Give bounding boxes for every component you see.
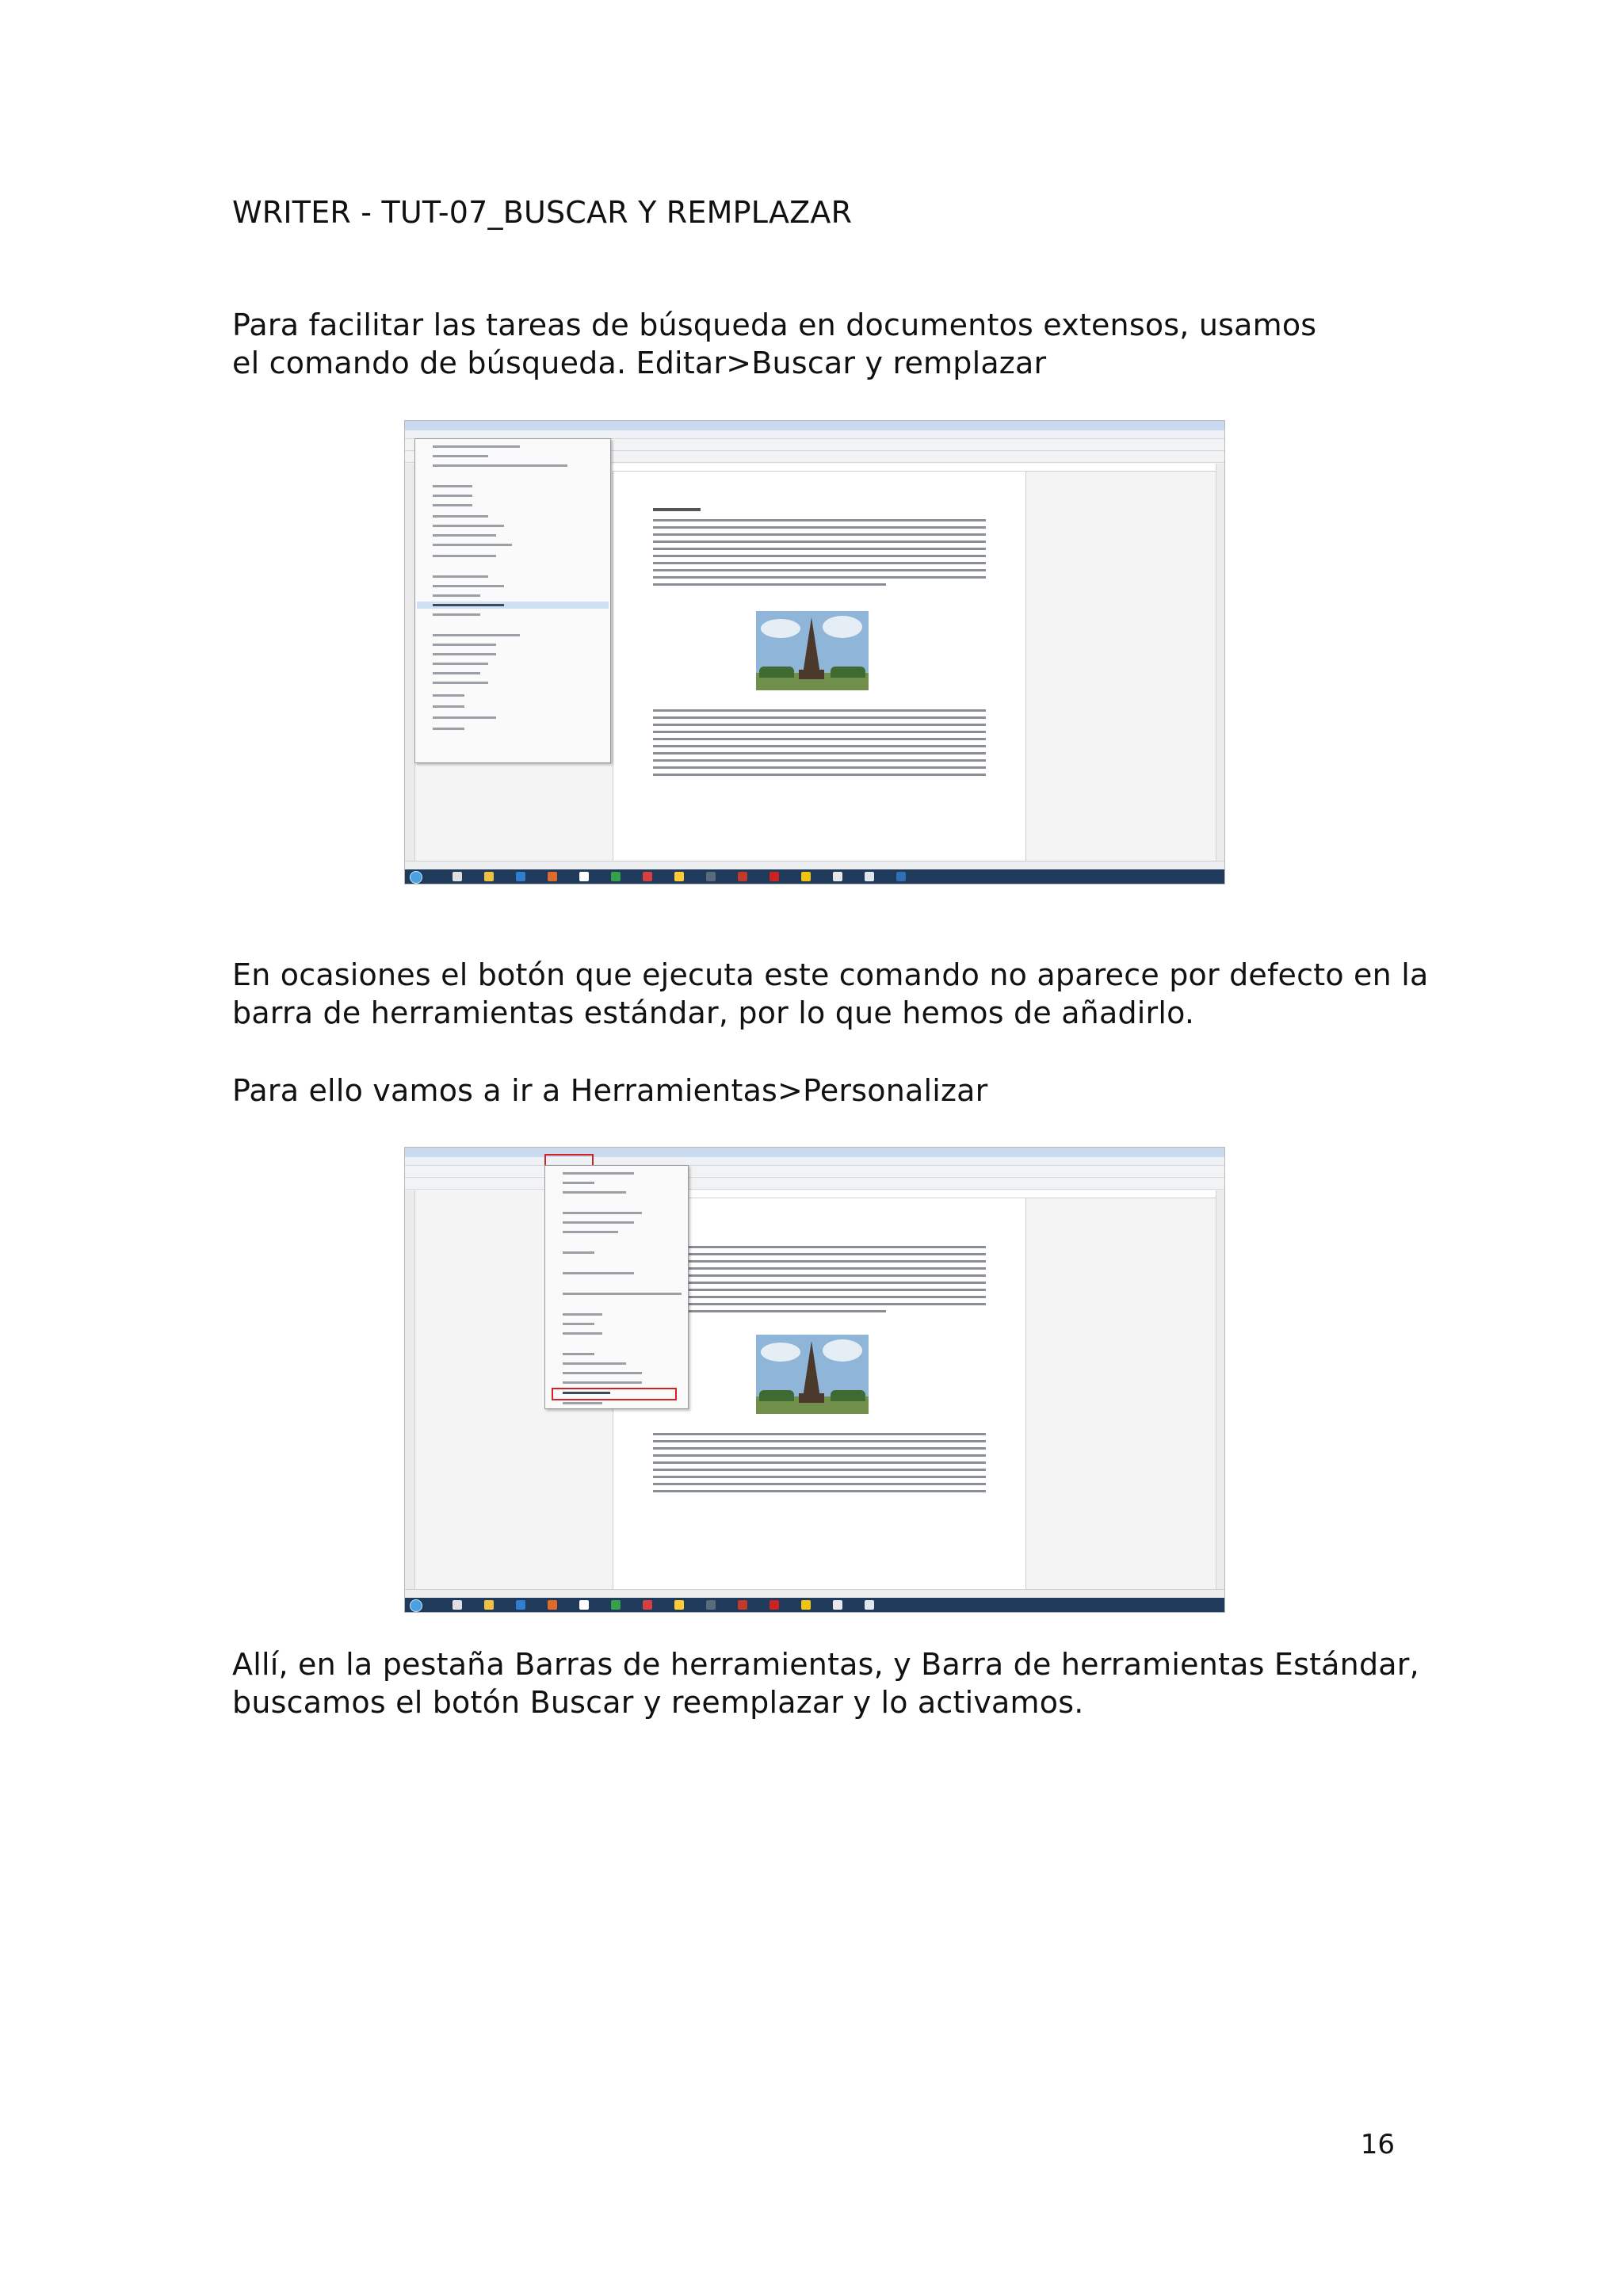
middle-line-1: En ocasiones el botón que ejecuta este comando no aparece por defecto en la (232, 957, 1429, 992)
window-titlebar (405, 421, 1224, 430)
intro-line-1: Para facilitar las tareas de búsqueda en documentos extensos, usamos (232, 308, 1317, 342)
horizontal-ruler (613, 464, 1216, 472)
doc-paragraph-2 (653, 1433, 986, 1497)
window-titlebar (405, 1148, 1224, 1157)
vertical-scrollbar (1216, 464, 1224, 861)
eiffel-tower-image (756, 1335, 869, 1414)
closing-paragraph (232, 1645, 1419, 1721)
status-bar (405, 861, 1224, 869)
start-button-icon (410, 871, 422, 884)
edit-menu-dropdown (414, 438, 611, 763)
doc-heading (653, 508, 701, 511)
screenshot-tools-menu (404, 1147, 1225, 1613)
closing-line-2: buscamos el botón Buscar y reemplazar y lo activamos. (232, 1685, 1084, 1720)
windows-taskbar (405, 1598, 1224, 1612)
windows-taskbar (405, 869, 1224, 884)
vertical-scrollbar (1216, 1190, 1224, 1590)
instruction-line: Para ello vamos a ir a Herramientas>Personalizar (232, 1073, 988, 1108)
middle-paragraph (232, 956, 1428, 1032)
status-bar (405, 1589, 1224, 1598)
eiffel-tower-image (756, 611, 869, 690)
doc-paragraph-1 (653, 519, 986, 590)
standard-toolbar (405, 1166, 1224, 1178)
menubar (405, 1157, 1224, 1166)
start-button-icon (410, 1599, 422, 1612)
closing-line-1: Allí, en la pestaña Barras de herramientas, y Barra de herramientas Estándar, (232, 1647, 1419, 1682)
doc-paragraph-2 (653, 709, 986, 781)
document-title: WRITER - TUT-07_BUSCAR Y REMPLAZAR (232, 195, 853, 230)
tools-menu-dropdown (544, 1165, 689, 1409)
intro-paragraph (232, 306, 1316, 382)
screenshot-edit-menu (404, 420, 1225, 884)
middle-line-2: barra de herramientas estándar, por lo que hemos de añadirlo. (232, 995, 1195, 1030)
personalizar-highlight-box (552, 1388, 677, 1400)
intro-line-2: el comando de búsqueda. Editar>Buscar y remplazar (232, 346, 1047, 380)
page-number: 16 (1360, 2129, 1395, 2160)
formatting-toolbar (405, 1178, 1224, 1190)
document-canvas (613, 472, 1026, 861)
horizontal-ruler (613, 1190, 1216, 1198)
vertical-ruler (405, 1190, 415, 1590)
doc-paragraph-1 (653, 1246, 986, 1317)
